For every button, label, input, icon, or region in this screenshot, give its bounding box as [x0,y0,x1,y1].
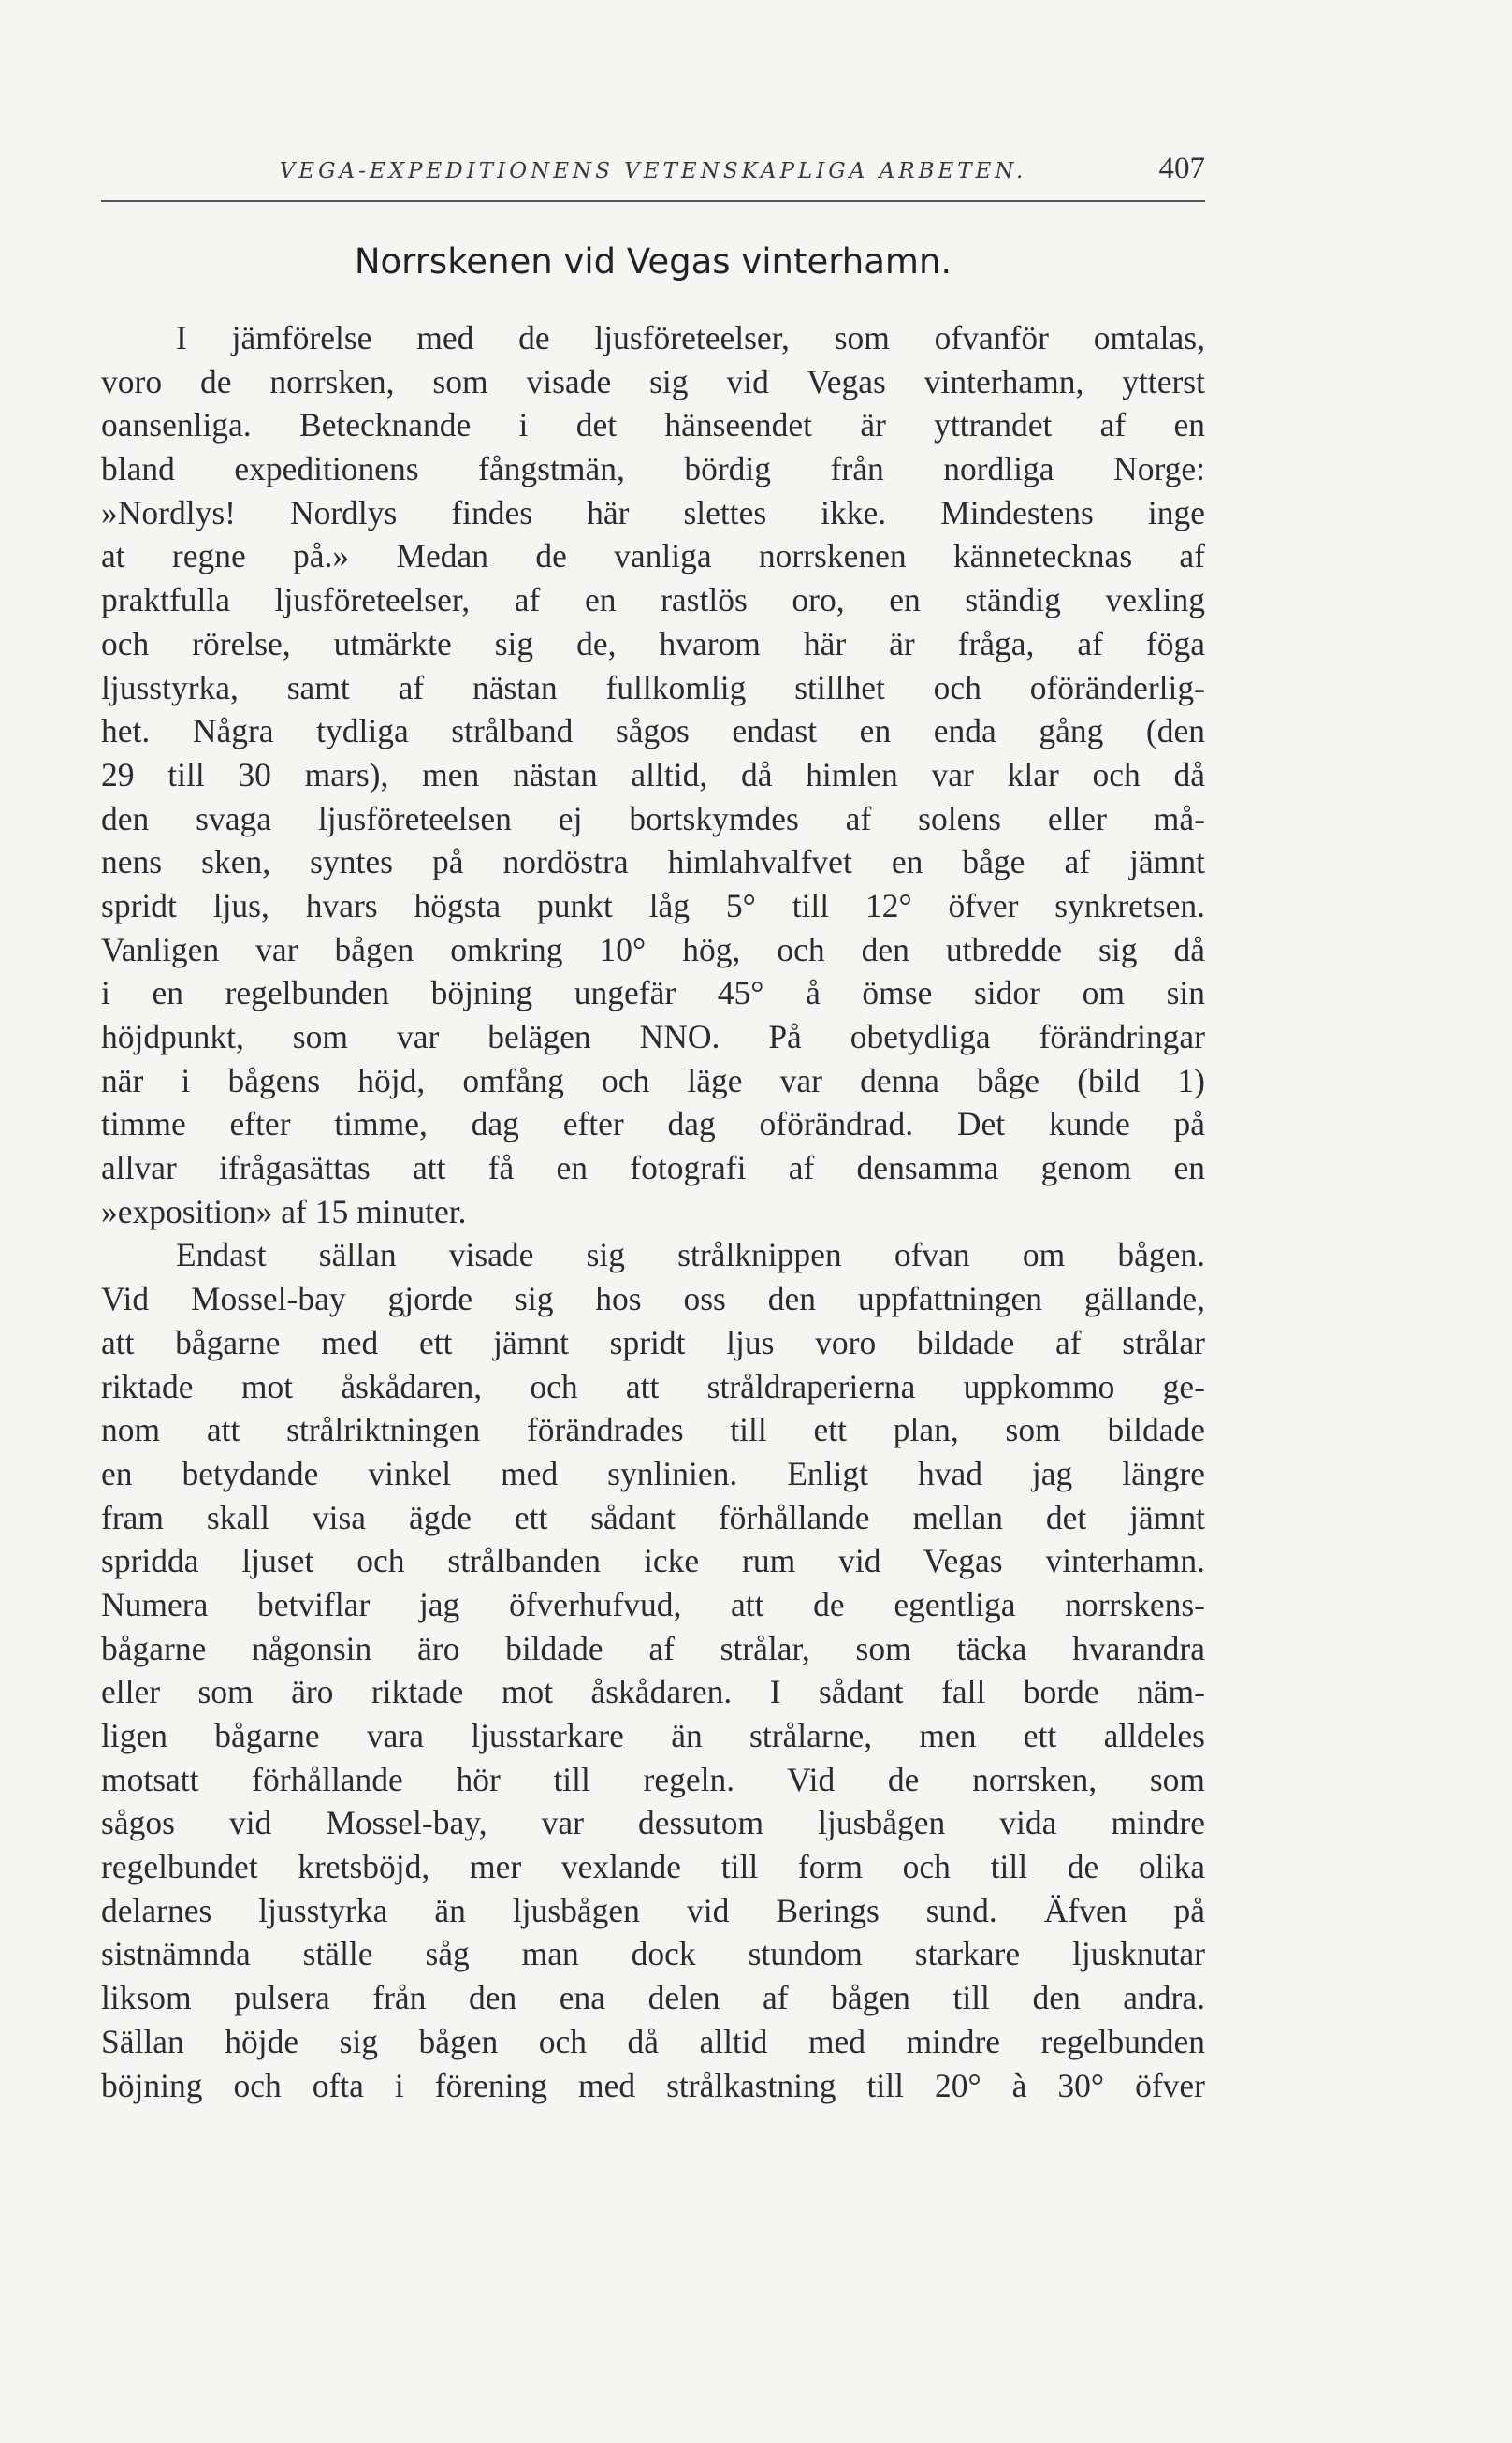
text-line: »Nordlys! Nordlys findes här slettes ikke. Mindestens inge [101,493,1205,531]
text-line: ligen bågarne vara ljusstarkare än strålarne, men ett alldeles [101,1717,1205,1754]
header-rule [101,200,1205,202]
text-line: allvar ifrågasättas att få en fotografi af densamma genom en [101,1149,1205,1187]
text-line: praktfulla ljusföreteelser, af en rastlös oro, en ständig vexling [101,581,1205,619]
text-line: liksom pulsera från den ena delen af bågen till den andra. [101,1979,1205,2017]
text-line: spridda ljuset och strålbanden icke rum vid Vegas vinterhamn. [101,1542,1205,1580]
text-line: ljusstyrka, samt af nästan fullkomlig stillhet och oföränderlig- [101,668,1205,706]
text-line: Numera betviflar jag öfverhufvud, att de egentliga norrskens- [101,1585,1205,1623]
text-line: riktade mot åskådaren, och att stråldraperierna uppkommo ge- [101,1367,1205,1405]
text-line: voro de norrsken, som visade sig vid Vegas vinterhamn, ytterst [101,362,1205,400]
text-line: spridt ljus, hvars högsta punkt låg 5° till 12° öfver synkretsen. [101,886,1205,924]
text-line: en betydande vinkel med synlinien. Enligt hvad jag längre [101,1454,1205,1492]
text-line: sistnämnda ställe såg man dock stundom starkare ljusknutar [101,1935,1205,1973]
text-line: fram skall visa ägde ett sådant förhållande mellan det jämnt [101,1498,1205,1536]
text-line: het. Några tydliga strålband sågos endast en enda gång (den [101,712,1205,750]
text-line: timme efter timme, dag efter dag oförändrad. Det kunde på [101,1105,1205,1143]
body-text [101,316,1205,2107]
text-line: Vanligen var bågen omkring 10° hög, och den utbredde sig då [101,930,1205,968]
text-line: »exposition» af 15 minuter. [101,1192,467,1230]
text-line: böjning och ofta i förening med strålkastning till 20° à 30° öfver [101,2066,1205,2104]
section-title: Norrskenen vid Vegas vinterhamn. [354,241,952,282]
text-line: i en regelbunden böjning ungefär 45° å ömse sidor om sin [101,974,1205,1012]
text-line: regelbundet kretsböjd, mer vexlande till form och till de olika [101,1848,1205,1886]
text-line: nom att strålriktningen förändrades till ett plan, som bildade [101,1411,1205,1449]
page-number: 407 [1158,152,1205,185]
text-line: delarnes ljusstyrka än ljusbågen vid Berings sund. Äfven på [101,1891,1205,1929]
text-line: Endast sällan visade sig strålknippen ofvan om bågen. [176,1236,1205,1274]
text-line: oansenliga. Betecknande i det hänseendet är yttrandet af en [101,406,1205,444]
text-line: I jämförelse med de ljusföreteelser, som ofvanför omtalas, [176,319,1205,356]
text-line: at regne på.» Medan de vanliga norrskenen kännetecknas af [101,537,1205,575]
text-line: att bågarne med ett jämnt spridt ljus voro bildade af strålar [101,1323,1205,1361]
text-line: eller som äro riktade mot åskådaren. I sådant fall borde näm- [101,1673,1205,1711]
text-line: Vid Mossel-bay gjorde sig hos oss den uppfattningen gällande, [101,1280,1205,1318]
text-line: Sällan höjde sig bågen och då alltid med mindre regelbunden [101,2022,1205,2060]
text-line: när i bågens höjd, omfång och läge var denna båge (bild 1) [101,1061,1205,1099]
text-line: och rörelse, utmärkte sig de, hvarom här är fråga, af föga [101,624,1205,662]
text-line: den svaga ljusföreteelsen ej bortskymdes af solens eller må- [101,799,1205,837]
text-line: bland expeditionens fångstmän, bördig från nordliga Norge: [101,450,1205,488]
text-line: motsatt förhållande hör till regeln. Vid de norrsken, som [101,1760,1205,1798]
running-header [101,152,1205,193]
text-line: bågarne någonsin äro bildade af strålar, som täcka hvarandra [101,1629,1205,1667]
text-line: 29 till 30 mars), men nästan alltid, då himlen var klar och då [101,755,1205,793]
text-line: sågos vid Mossel-bay, var dessutom ljusbågen vida mindre [101,1804,1205,1842]
text-line: höjdpunkt, som var belägen NNO. På obetydliga förändringar [101,1018,1205,1055]
text-line: nens sken, syntes på nordöstra himlahvalfvet en båge af jämnt [101,843,1205,881]
running-title: VEGA-EXPEDITIONENS VETENSKAPLIGA ARBETEN. [279,159,1027,183]
